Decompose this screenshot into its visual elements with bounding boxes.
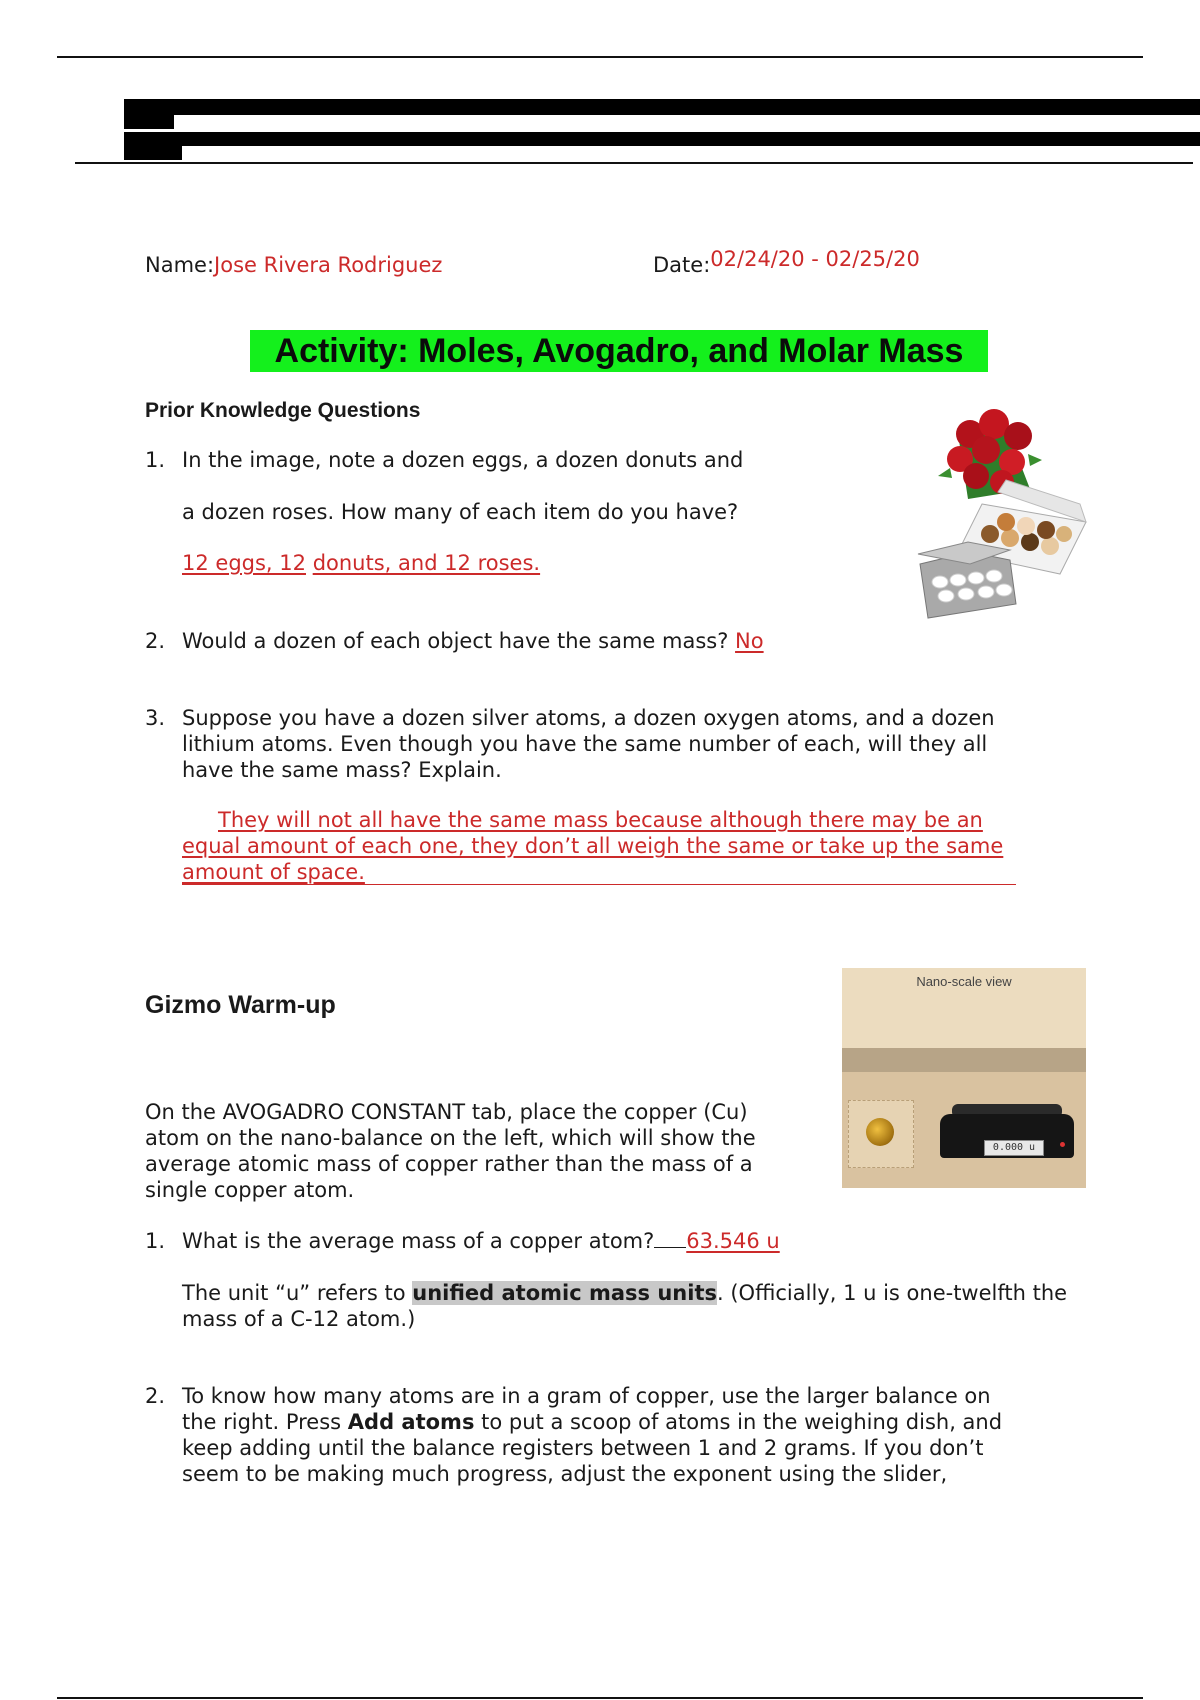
balance-readout: 0.000 u [984,1140,1044,1156]
q2-answer: No [735,629,764,653]
balance-led [1060,1142,1065,1147]
view-shelf [842,1048,1086,1072]
q1-line2: a dozen roses. How many of each item do you have? [182,500,739,524]
prior-knowledge-heading: Prior Knowledge Questions [145,399,421,422]
unit-note-suffix: . (Officially, 1 u is one-twelfth the [717,1281,1068,1305]
egg-carton-icon [918,542,1016,618]
redaction-bar-2-tab [124,146,182,160]
gizmo-intro-line2: atom on the nano-balance on the left, which will show the [145,1126,756,1150]
gizmo-q2-line2-prefix: the right. Press [182,1410,342,1434]
q3-answer-line1: They will not all have the same mass because although there may be an [218,808,983,832]
roses-icon [938,409,1042,499]
gizmo-heading: Gizmo Warm-up [145,991,336,1019]
gizmo-q1-answer: 63.546 u [686,1229,780,1253]
unit-note-highlight: unified atomic mass units [412,1281,717,1305]
q2-text: Would a dozen of each object have the same mass? [182,629,729,653]
top-rule [57,56,1143,58]
name-field [145,252,474,278]
date-field [653,247,920,278]
q3-answer-line2: equal amount of each one, they don’t all weigh the same or take up the same [182,834,1004,858]
q1-answer-b: donuts, and 12 roses. [312,551,541,575]
q3-line2: lithium atoms. Even though you have the same number of each, will they all [182,732,988,756]
gizmo-q2-line3: keep adding until the balance registers between 1 and 2 grams. If you don’t [182,1436,984,1460]
gizmo-q1-question [182,1228,780,1254]
add-atoms-term: Add atoms [347,1410,475,1434]
copper-atom-icon [866,1118,894,1146]
bottom-rule [57,1697,1143,1699]
header-rule [75,162,1193,164]
name-value: Jose Rivera Rodriguez [214,253,443,277]
dozen-items-illustration [910,404,1094,626]
gizmo-q1-number: 1. [145,1229,166,1253]
redaction-bar-2 [124,132,1200,146]
nano-scale-caption: Nano-scale view [916,974,1012,989]
nano-scale-view [842,968,1086,1188]
q3-line3: have the same mass? Explain. [182,758,502,782]
q2-number: 2. [145,629,166,653]
redaction-bar-1 [124,99,1200,115]
q3-answer-underline [182,884,1016,885]
gizmo-q2-number: 2. [145,1384,166,1408]
gizmo-q2-line2 [182,1409,1002,1435]
gizmo-q2-line1: To know how many atoms are in a gram of copper, use the larger balance on [182,1384,991,1408]
q1-answer [182,550,540,576]
q3-answer-line3: amount of space. [182,860,365,884]
redaction-bar-1-tab [124,115,174,129]
gizmo-q1-note [182,1280,1067,1306]
gizmo-q2-line4: seem to be making much progress, adjust the exponent using the slider, [182,1462,948,1486]
gizmo-q1-text: What is the average mass of a copper atom? [182,1229,655,1253]
q1-line1: In the image, note a dozen eggs, a dozen donuts and [182,448,744,472]
gizmo-intro-line3: average atomic mass of copper rather than the mass of a [145,1152,753,1176]
q3-number: 3. [145,706,166,730]
unit-note-prefix: The unit “u” refers to [182,1281,406,1305]
gizmo-q1-blank [654,1229,686,1248]
date-label: Date: [653,253,711,277]
gizmo-intro-line1: On the AVOGADRO CONSTANT tab, place the copper (Cu) [145,1100,748,1124]
gizmo-q1-note-line2: mass of a C-12 atom.) [182,1307,416,1331]
gizmo-intro-line4: single copper atom. [145,1178,355,1202]
page-title: Activity: Moles, Avogadro, and Molar Mass [250,330,988,372]
name-label: Name: [145,253,215,277]
q3-line1: Suppose you have a dozen silver atoms, a dozen oxygen atoms, and a dozen [182,706,995,730]
date-value: 02/24/20 - 02/25/20 [710,247,920,271]
q2-question [182,628,764,654]
q1-answer-a: 12 eggs, 12 [182,551,306,575]
q1-number: 1. [145,448,166,472]
gizmo-q2-line2-suffix: to put a scoop of atoms in the weighing dish, and [481,1410,1003,1434]
